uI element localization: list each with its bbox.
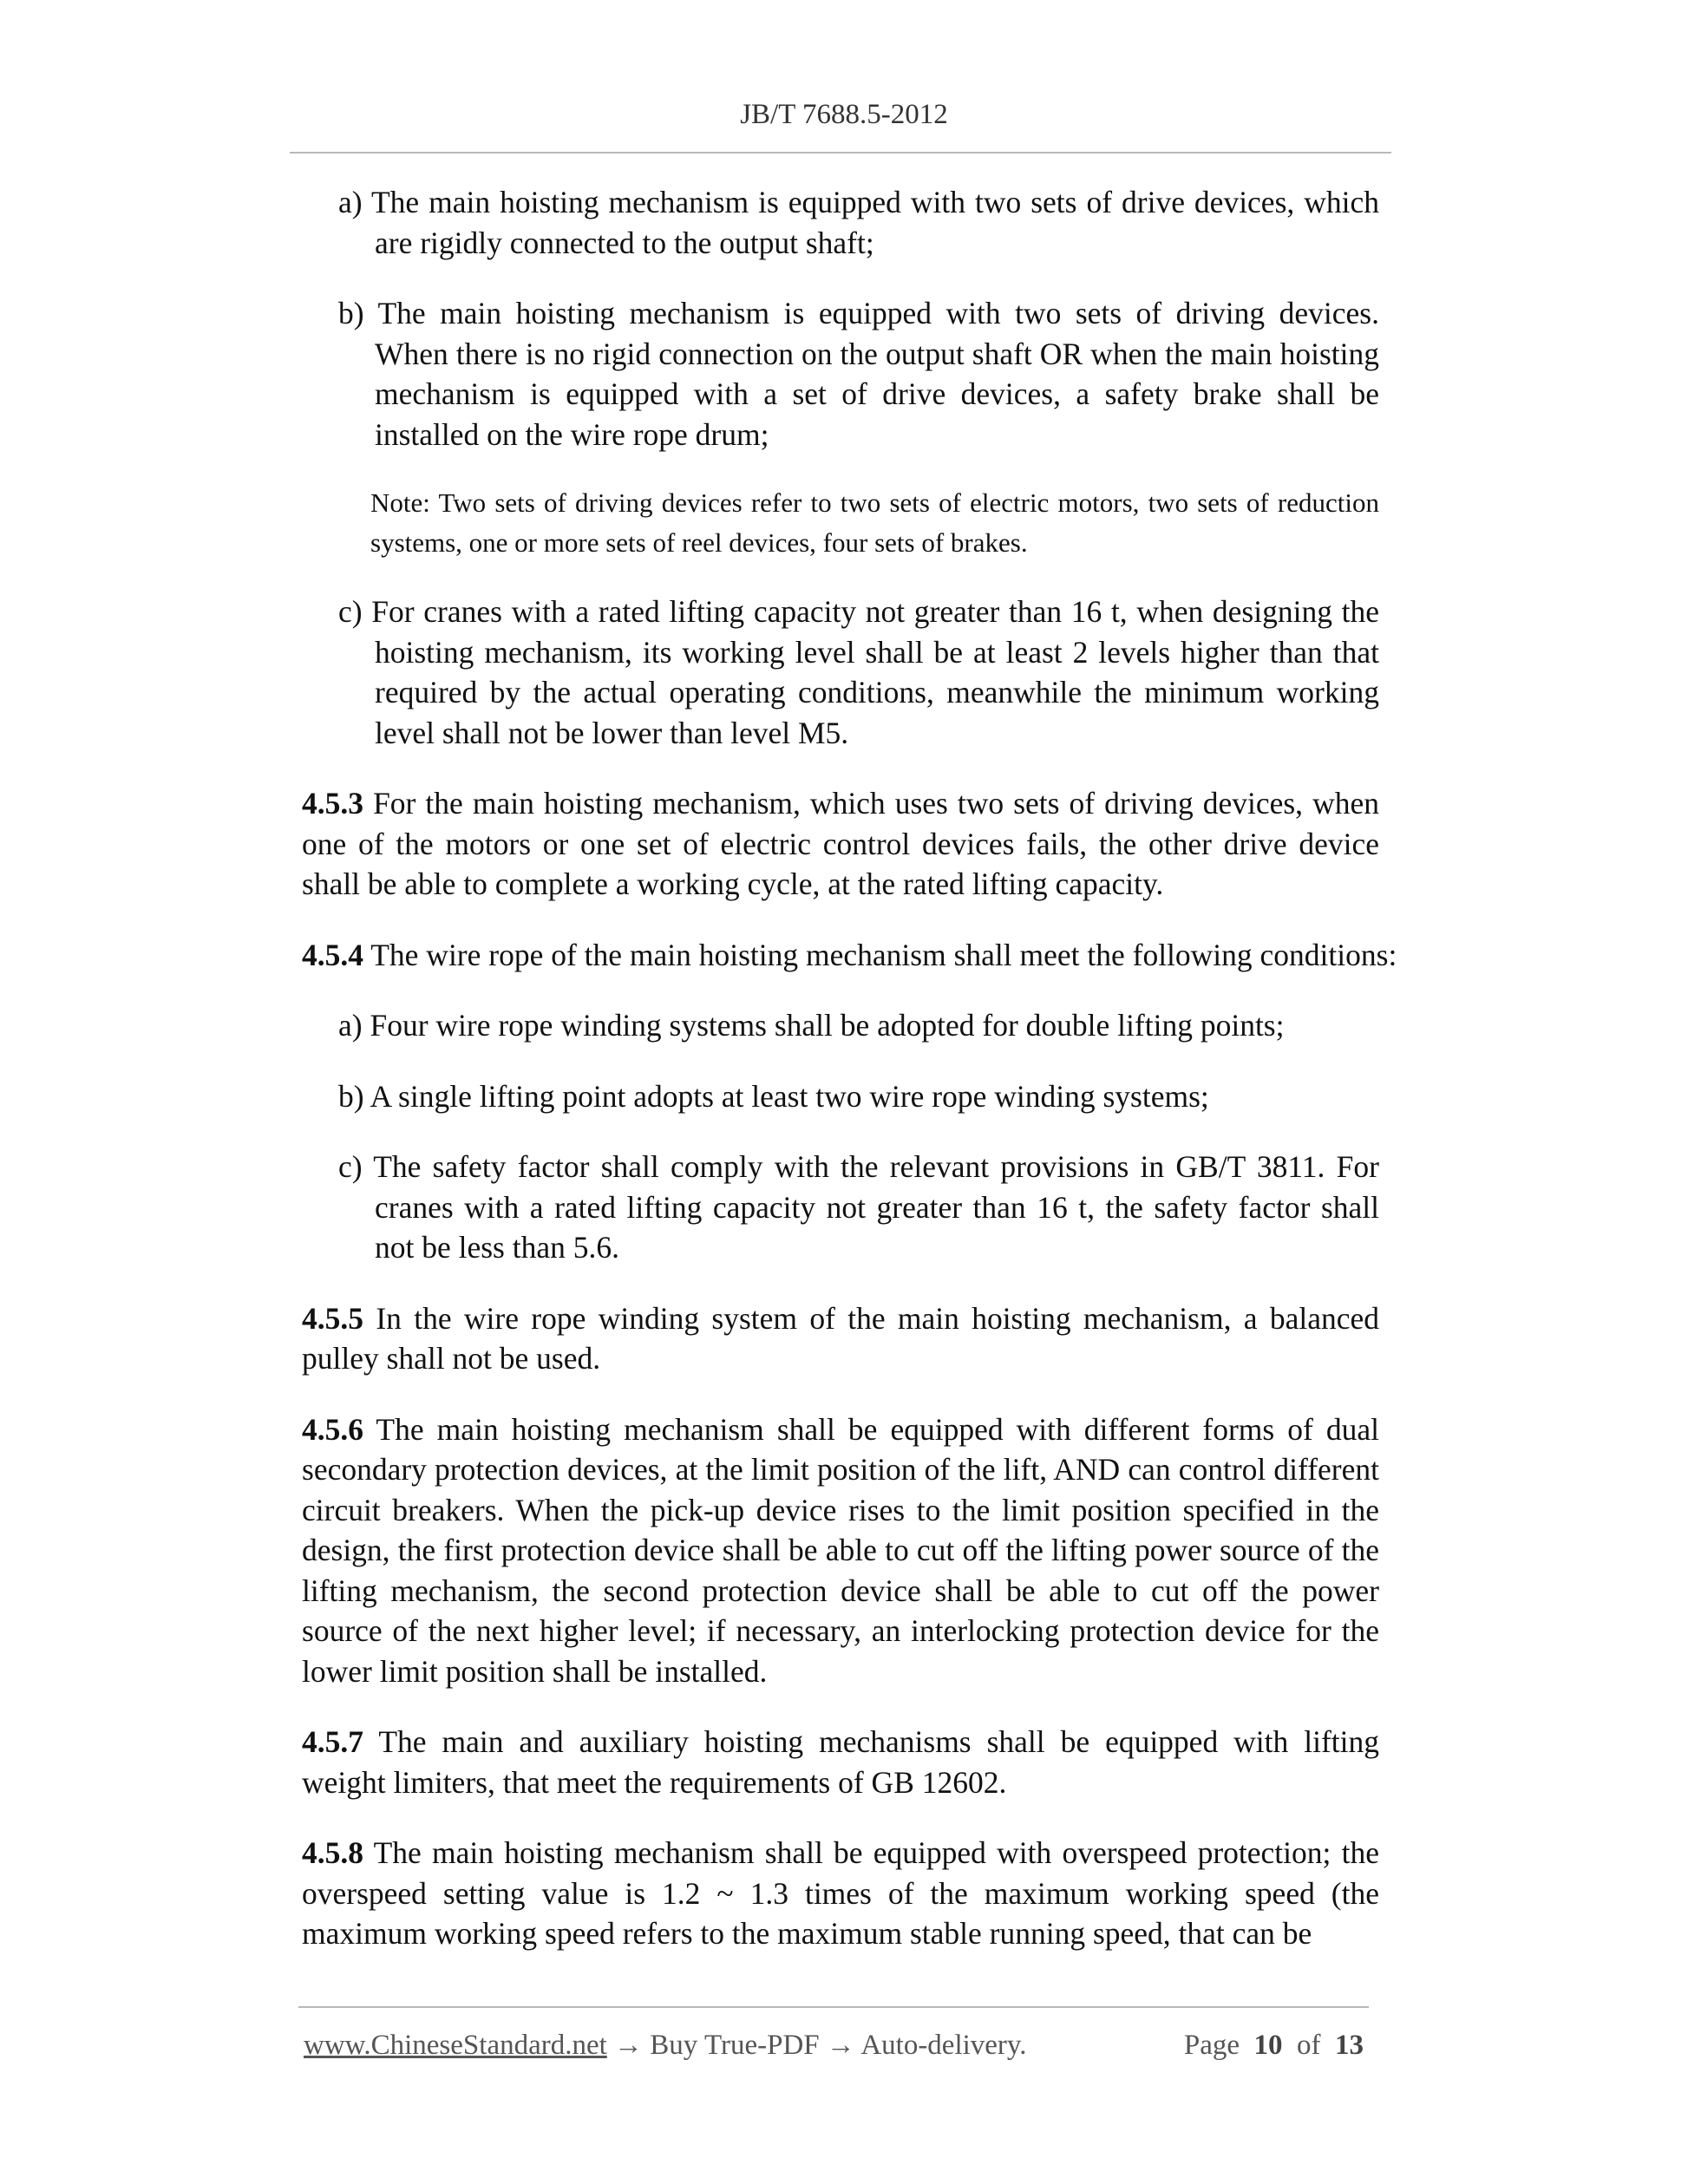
note-paragraph: Note: Two sets of driving devices refer to two sets of electric motors, two sets of reduction systems, one or more sets of reel devices, four sets of brakes. bbox=[370, 487, 1379, 558]
page-number bbox=[1184, 2028, 1364, 2063]
clause-4-5-5 bbox=[302, 1298, 1379, 1379]
clause-number: 4.5.4 bbox=[302, 937, 363, 972]
list-item-label: b) bbox=[338, 1078, 364, 1114]
clause-text: In the wire rope winding system of the main hoisting mechanism, a balanced pulley shall not be used. bbox=[302, 1300, 1379, 1376]
list-item-a bbox=[338, 1005, 1379, 1046]
buy-pdf-text: Buy True-PDF bbox=[650, 2030, 820, 2061]
clause-text: The wire rope of the main hoisting mechanism shall meet the following conditions: bbox=[370, 937, 1397, 972]
list-item-text: For cranes with a rated lifting capacity not greater than 16 t, when designing the hoisting mechanism, its working level shall be at least 2 levels higher than that required by the actual operating conditions, meanwhile the minimum working level shall not be lower than level M5. bbox=[371, 594, 1380, 750]
footer-divider bbox=[298, 2006, 1369, 2008]
list-item-label: a) bbox=[338, 185, 363, 219]
clause-number: 4.5.6 bbox=[302, 1411, 363, 1447]
header-divider bbox=[290, 152, 1391, 154]
clause-text: The main hoisting mechanism shall be equipped with overspeed protection; the overspeed setting value is 1.2 ~ 1.3 times of the maximum working speed (the maximum working speed refers to the maximum stable running speed, that can be bbox=[302, 1835, 1379, 1951]
clause-number: 4.5.3 bbox=[302, 786, 363, 821]
list-item-text: The main hoisting mechanism is equipped with two sets of drive devices, which are rigidly connected to the output shaft; bbox=[370, 185, 1379, 260]
arrow-right-icon: → bbox=[614, 2030, 644, 2061]
list-item-c bbox=[338, 1147, 1379, 1268]
clause-4-5-7 bbox=[302, 1722, 1379, 1802]
list-item-label: a) bbox=[338, 1008, 363, 1043]
document-body bbox=[302, 182, 1397, 1985]
clause-text: The main hoisting mechanism shall be equipped with different forms of dual secondary protection devices, at the limit position of the lift, AND can control different circuit breakers. When the pick-up device rises to the limit position specified in the design, the first protection device shall be able to cut off the lifting power source of the lifting mechanism, the second protection device shall be able to cut off the power source of the next higher level; if necessary, an interlocking protection device for the lower limit position shall be installed. bbox=[302, 1411, 1380, 1689]
clause-number: 4.5.7 bbox=[302, 1724, 363, 1759]
footer-promo bbox=[304, 2028, 1027, 2063]
auto-delivery-text: Auto-delivery. bbox=[860, 2030, 1027, 2061]
clause-4-5-6 bbox=[302, 1409, 1379, 1692]
page-label: Page bbox=[1183, 2030, 1240, 2061]
clause-text: The main and auxiliary hoisting mechanisms shall be equipped with lifting weight limiters, that meet the requirements of GB 12602. bbox=[302, 1724, 1379, 1800]
website-link[interactable]: www.ChineseStandard.net bbox=[304, 2030, 607, 2061]
arrow-right-icon: → bbox=[826, 2030, 855, 2061]
list-item-text: A single lifting point adopts at least two wire rope winding systems; bbox=[370, 1078, 1209, 1114]
clause-number: 4.5.5 bbox=[302, 1300, 363, 1336]
current-page: 10 bbox=[1253, 2030, 1283, 2061]
list-item-a bbox=[338, 182, 1379, 263]
clause-number: 4.5.8 bbox=[302, 1835, 363, 1870]
clause-4-5-4 bbox=[302, 935, 1397, 976]
list-item-label: c) bbox=[338, 594, 363, 629]
list-item-text: The safety factor shall comply with the relevant provisions in GB/T 3811. For cranes with a rated lifting capacity not greater than 16 t, the safety factor shall not be less than 5.6. bbox=[373, 1149, 1379, 1265]
clause-text: For the main hoisting mechanism, which uses two sets of driving devices, when one of the motors or one set of electric control devices fails, the other drive device shall be able to complete a working cycle, at the rated lifting capacity. bbox=[302, 786, 1380, 901]
list-item-text: Four wire rope winding systems shall be adopted for double lifting points; bbox=[370, 1008, 1285, 1043]
total-pages: 13 bbox=[1335, 2030, 1364, 2061]
clause-4-5-3 bbox=[302, 783, 1379, 905]
list-item-b bbox=[338, 1076, 1379, 1117]
list-item-text: The main hoisting mechanism is equipped with two sets of driving devices. When there is no rigid connection on the output shaft OR when the main hoisting mechanism is equipped with a set of drive devices, a safety brake shall be installed on the wire rope drum; bbox=[375, 296, 1379, 452]
list-item-c bbox=[338, 592, 1379, 753]
list-item-label: c) bbox=[338, 1149, 363, 1184]
list-item-b bbox=[338, 293, 1379, 454]
document-header-title: JB/T 7688.5-2012 bbox=[740, 99, 948, 130]
clause-4-5-8 bbox=[302, 1833, 1379, 1954]
list-item-label: b) bbox=[338, 296, 364, 330]
page-of-label: of bbox=[1297, 2030, 1321, 2061]
